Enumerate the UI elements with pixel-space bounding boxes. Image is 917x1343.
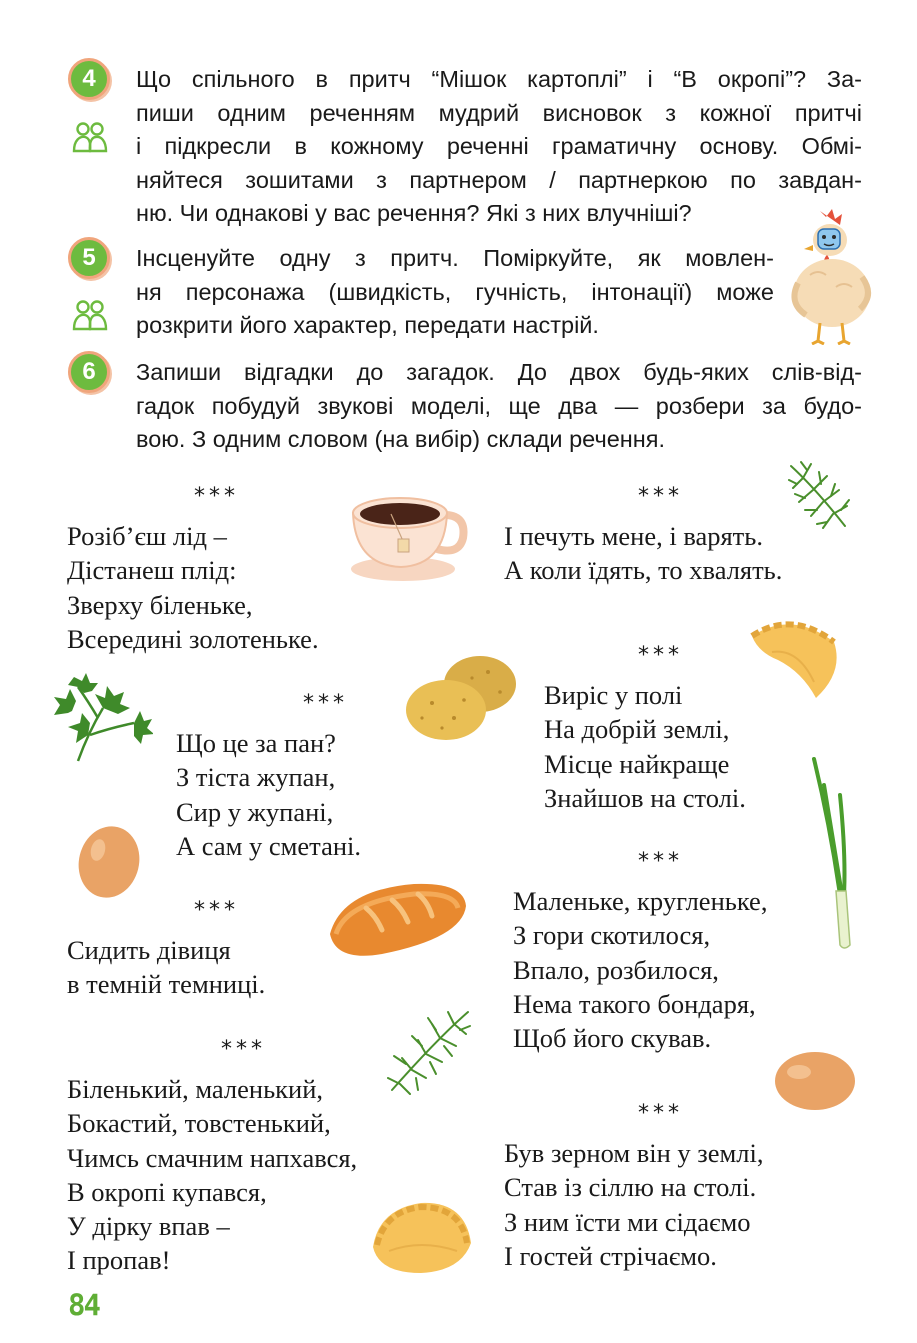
riddle-line: Розіб’єш лід –	[67, 521, 227, 551]
riddle-stars: ***	[194, 484, 239, 509]
riddle-line: І пропав!	[67, 1245, 171, 1276]
egg-icon	[76, 820, 142, 900]
task-line: Запиши відгадки до загадок. До двох будь-яких слів-від-	[136, 359, 862, 385]
task-line: гадок побудуй звукові моделі, ще два — розбери за будо-	[136, 392, 862, 419]
task-line: няйтеся зошитами з партнером / партнеркою по завдан-	[136, 166, 862, 193]
task-number-badge: 4	[68, 58, 110, 100]
dumpling-icon	[365, 1195, 477, 1280]
hen-icon	[780, 205, 875, 345]
riddle-stars: ***	[221, 1037, 266, 1062]
egg-icon	[773, 1050, 858, 1112]
riddle-line: І печуть мене, і варять.	[504, 521, 763, 551]
riddle-line: Знайшов на столі.	[544, 782, 746, 813]
dumpling-icon	[742, 612, 844, 704]
riddle-4	[67, 1039, 357, 1278]
riddle-8	[504, 1103, 764, 1273]
task-4-text	[136, 63, 862, 231]
riddle-line: Біленький, маленький,	[67, 1074, 324, 1104]
riddle-7	[513, 851, 767, 1055]
potatoes-icon	[402, 648, 520, 745]
green-onion-icon	[800, 755, 860, 955]
riddle-line: В окропі купався,	[67, 1176, 267, 1207]
task-line: і підкресли в кожному реченні граматичну основу. Обмі-	[136, 133, 862, 160]
task-line: ня персонажа (швидкість, гучність, інтонації) може	[136, 278, 774, 305]
tea-cup-icon	[345, 483, 470, 583]
riddle-line: Зверху біленьке,	[67, 589, 253, 620]
riddle-line: в темній темниці.	[67, 969, 266, 1000]
riddle-line: Сидить дівиця	[67, 935, 231, 965]
riddle-line: Щоб його скував.	[513, 1023, 712, 1054]
riddle-3	[67, 900, 265, 1002]
riddle-6	[544, 645, 746, 815]
riddle-line: З тіста жупан,	[176, 762, 336, 793]
riddle-stars: ***	[303, 691, 348, 716]
parsley-icon	[48, 673, 153, 768]
riddle-line: У дірку впав –	[67, 1211, 230, 1242]
bread-icon	[322, 878, 472, 960]
pair-work-icon	[72, 298, 108, 332]
task-number-badge: 5	[68, 237, 110, 279]
riddle-line: Чимсь смачним напхався,	[67, 1142, 358, 1173]
task-line: вою. З одним словом (на вибір) склади речення.	[136, 426, 665, 453]
dill-icon	[378, 1008, 476, 1100]
riddle-line: Дістанеш плід:	[67, 555, 237, 586]
pair-work-icon	[72, 120, 108, 154]
task-line: Що спільного в притч “Мішок картоплі” і “В окропі”? За-	[136, 66, 862, 92]
riddle-line: Став із сіллю на столі.	[504, 1172, 757, 1203]
riddle-line: З гори скотилося,	[513, 920, 711, 951]
task-line: пиши одним реченням мудрий висновок з кожної притчі	[136, 99, 862, 126]
riddle-line: Бокастий, товстенький,	[67, 1108, 331, 1139]
page-number: 84	[68, 1288, 99, 1322]
riddle-line: Нема такого бондаря,	[513, 988, 756, 1019]
riddle-line: Місце найкраще	[544, 748, 730, 779]
riddle-line: А коли їдять, то хвалять.	[504, 555, 783, 586]
riddle-line: Що це за пан?	[176, 728, 336, 758]
riddle-line: На добрій землі,	[544, 714, 730, 745]
riddle-stars: ***	[638, 643, 683, 668]
riddle-line: І гостей стрічаємо.	[504, 1240, 717, 1271]
dill-icon	[783, 458, 853, 533]
task-line: ню. Чи однакові у вас речення? Які з них влучніші?	[136, 200, 692, 227]
riddle-line: А сам у сметані.	[176, 830, 362, 861]
task-number-badge: 6	[68, 351, 110, 393]
task-line: Інсценуйте одну з притч. Поміркуйте, як мовлен-	[136, 245, 774, 271]
riddle-stars: ***	[638, 484, 683, 509]
riddle-2	[176, 693, 361, 863]
riddle-line: З ним їсти ми сідаємо	[504, 1206, 751, 1237]
riddle-line: Маленьке, кругленьке,	[513, 886, 768, 916]
task-6-text	[136, 356, 862, 457]
riddle-1	[67, 486, 319, 656]
riddle-5	[504, 486, 782, 588]
task-line: розкрити його характер, передати настрій.	[136, 312, 599, 339]
riddle-stars: ***	[194, 898, 239, 923]
riddle-line: Впало, розбилося,	[513, 954, 719, 985]
riddle-line: Виріс у полі	[544, 680, 683, 710]
riddle-stars: ***	[638, 849, 683, 874]
riddle-line: Був зерном він у землі,	[504, 1138, 764, 1168]
riddle-stars: ***	[638, 1101, 683, 1126]
riddle-line: Сир у жупані,	[176, 796, 334, 827]
riddle-line: Всередині золотеньке.	[67, 623, 319, 654]
task-5-text	[136, 242, 774, 343]
